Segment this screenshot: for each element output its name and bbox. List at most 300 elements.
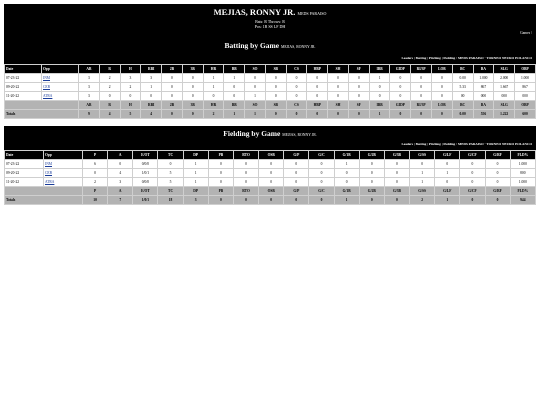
stat-cell: 1 <box>410 178 435 187</box>
player-name: MEJIAS, RONNY JR. <box>213 7 296 17</box>
table-row <box>5 92 536 101</box>
totals-column-label: 3B <box>182 101 203 110</box>
nav-link-pitching[interactable]: Pitching <box>428 142 441 146</box>
opponent-link[interactable]: ATRA <box>45 180 55 184</box>
stat-cell: 867 <box>473 83 494 92</box>
stat-cell: 0 <box>284 160 309 169</box>
batting-title: Batting by Game <box>224 41 280 50</box>
stat-cell: 0 <box>265 92 286 101</box>
batting-nav: Leaders | Batting | Pitching | Fielding : MEDS PARAISO · TORNEO NEURO POLANCO <box>401 56 532 60</box>
stat-cell: 0 <box>411 74 432 83</box>
stat-cell: 0 <box>460 160 485 169</box>
total-cell: 0 <box>182 110 203 119</box>
stat-cell: 0 <box>284 169 309 178</box>
stat-cell: 1 <box>369 74 390 83</box>
stat-cell: 0 <box>307 74 328 83</box>
totals-column-label: SLG <box>494 101 515 110</box>
column-header-g-rf[interactable]: G/RF <box>485 151 510 160</box>
stat-cell: 0 <box>485 178 510 187</box>
column-header-ba[interactable]: BA <box>473 65 494 74</box>
totals-column-label: OBP <box>515 101 536 110</box>
column-header-g-3b[interactable]: G/3B <box>384 151 409 160</box>
stat-cell: 1 <box>245 92 266 101</box>
stat-cell: 1.000 <box>510 160 535 169</box>
stat-cell: 000 <box>494 92 515 101</box>
total-cell: 0 <box>162 110 183 119</box>
totals-column-label: AB <box>79 101 100 110</box>
totals-column-label: BB <box>224 101 245 110</box>
game-date-cell: 11-20-22 <box>5 92 42 101</box>
nav-team: MEDS PARAISO <box>458 142 484 146</box>
totals-column-label: OSB <box>259 187 284 196</box>
stat-cell: 0 <box>435 160 460 169</box>
stat-cell: 2 <box>83 178 108 187</box>
stat-cell: 0 <box>432 83 453 92</box>
column-header-g-1b[interactable]: G/1B <box>334 151 359 160</box>
total-cell: 0 <box>460 196 485 205</box>
column-header-fld-[interactable]: FLD% <box>510 151 535 160</box>
column-header-osb[interactable]: OSB <box>259 151 284 160</box>
stat-cell <box>42 83 79 92</box>
stat-cell: 1/0/1 <box>133 169 158 178</box>
game-date-cell: 07-23-22 <box>5 74 42 83</box>
stat-cell: 0 <box>348 92 369 101</box>
stat-cell: 5 <box>158 178 183 187</box>
total-cell: 1 <box>334 196 359 205</box>
totals-column-label: SH <box>328 101 349 110</box>
totals-column-label: E/OT <box>133 187 158 196</box>
totals-column-label: A <box>108 187 133 196</box>
stat-cell: 0 <box>359 160 384 169</box>
nav-team: MEDS PARAISO <box>458 56 484 60</box>
column-header-opp[interactable]: Opp <box>42 65 79 74</box>
game-date-cell: 11-20-22 <box>5 178 44 187</box>
totals-column-label: CS <box>286 101 307 110</box>
stat-cell: 0 <box>224 92 245 101</box>
totals-row <box>5 196 536 205</box>
stat-cell: 3 <box>79 92 100 101</box>
column-header-dp[interactable]: DP <box>183 151 208 160</box>
totals-column-label: P <box>83 187 108 196</box>
stat-cell: 0 <box>265 74 286 83</box>
stat-cell: 1 <box>183 160 208 169</box>
total-cell: 1.222 <box>494 110 515 119</box>
total-cell: 944 <box>510 196 535 205</box>
fielding-nav: Leaders | Batting | Pitching | Fielding : MEDS PARAISO · TORNEO NEURO POLANCO <box>401 142 532 146</box>
player-team: MEDS PARAISO <box>297 11 327 16</box>
total-cell: 0 <box>307 110 328 119</box>
column-header-g-c[interactable]: G/C <box>309 151 334 160</box>
stat-cell: 2 <box>120 83 141 92</box>
total-cell: 1 <box>224 110 245 119</box>
player-title <box>4 7 536 19</box>
column-header-so[interactable]: SO <box>245 65 266 74</box>
stat-cell: 0 <box>359 178 384 187</box>
stat-cell: 1 <box>183 169 208 178</box>
stat-cell: 0 <box>460 178 485 187</box>
column-header-opp[interactable]: Opp <box>44 151 83 160</box>
stat-cell: 0 <box>485 160 510 169</box>
column-header-h[interactable]: H <box>120 65 141 74</box>
totals-column-label: R <box>99 101 120 110</box>
totals-column-label: HBP <box>307 101 328 110</box>
totals-label: Totals <box>5 196 83 205</box>
totals-column-label: G/C <box>309 187 334 196</box>
stat-cell: 3 <box>79 83 100 92</box>
stat-cell: 0 <box>208 160 233 169</box>
stat-cell: 0/0/0 <box>133 160 158 169</box>
stat-cell <box>44 160 83 169</box>
batting-table <box>4 64 536 119</box>
stat-cell: 1.000 <box>510 178 535 187</box>
column-header-ri-3p[interactable]: RI/3P <box>411 65 432 74</box>
stat-cell: 0 <box>307 83 328 92</box>
stat-cell: 0 <box>390 83 411 92</box>
total-cell: 0 <box>265 110 286 119</box>
totals-column-label: FLD% <box>510 187 535 196</box>
stat-cell: 0 <box>309 178 334 187</box>
column-header-p[interactable]: P <box>83 151 108 160</box>
stat-cell: 0 <box>328 83 349 92</box>
column-header-r[interactable]: R <box>99 65 120 74</box>
nav-link-fielding[interactable]: Fielding <box>443 56 456 60</box>
total-cell: 4 <box>141 110 162 119</box>
stat-cell: 0 <box>334 178 359 187</box>
stat-cell: 000 <box>515 92 536 101</box>
stat-cell: 0/0/0 <box>133 178 158 187</box>
nav-link-batting[interactable]: Batting <box>415 142 427 146</box>
stat-cell: 3 <box>141 74 162 83</box>
stat-cell: 0 <box>411 92 432 101</box>
column-header-bc[interactable]: BC <box>452 65 473 74</box>
stat-cell: 0 <box>162 83 183 92</box>
total-cell: 2 <box>410 196 435 205</box>
stat-cell: 1.667 <box>494 83 515 92</box>
stat-cell: 0 <box>286 92 307 101</box>
column-header-ibb[interactable]: IBB <box>369 65 390 74</box>
nav-league: TORNEO NEURO POLANCO <box>486 142 532 146</box>
games-link[interactable]: Games / <box>520 31 532 35</box>
stat-cell: 0 <box>158 160 183 169</box>
stat-cell: 0 <box>390 92 411 101</box>
stat-cell: 0 <box>384 169 409 178</box>
column-header-date[interactable]: Date <box>5 151 44 160</box>
totals-column-label: G/RF <box>485 187 510 196</box>
totals-column-label: G/2B <box>359 187 384 196</box>
stat-cell: 0 <box>384 160 409 169</box>
totals-column-label: 2B <box>162 101 183 110</box>
stat-cell: 3 <box>79 74 100 83</box>
stat-cell: 1.000 <box>515 74 536 83</box>
column-header-g-cf[interactable]: G/CF <box>460 151 485 160</box>
stat-cell: 0 <box>460 169 485 178</box>
stat-cell: 00 <box>452 92 473 101</box>
batting-section-title <box>4 41 536 50</box>
column-header-e-ot[interactable]: E/OT <box>133 151 158 160</box>
stat-cell: 0 <box>286 74 307 83</box>
total-cell: 0 <box>384 196 409 205</box>
stat-cell: 1 <box>334 160 359 169</box>
column-header-pb[interactable]: PB <box>208 151 233 160</box>
batting-header-row <box>5 65 536 74</box>
stat-cell: 0 <box>233 160 258 169</box>
fielding-section-title <box>4 129 536 138</box>
stat-cell: 0 <box>182 83 203 92</box>
stat-cell: 5 <box>158 169 183 178</box>
stat-cell: 000 <box>473 92 494 101</box>
total-cell: 1 <box>435 196 460 205</box>
totals-column-label: G/SS <box>410 187 435 196</box>
opponent-link[interactable]: CEB <box>43 85 50 89</box>
stat-cell: 0 <box>286 83 307 92</box>
totals-column-label: G/3B <box>384 187 409 196</box>
total-cell: 556 <box>473 110 494 119</box>
totals-column-label: HR <box>203 101 224 110</box>
nav-link-leaders[interactable]: Leaders <box>401 56 414 60</box>
total-cell: 0 <box>233 196 258 205</box>
stat-cell: 0 <box>141 92 162 101</box>
stat-cell <box>44 178 83 187</box>
table-row <box>5 178 536 187</box>
total-cell: 0 <box>284 196 309 205</box>
total-cell: 7 <box>108 196 133 205</box>
game-date-cell: 09-20-22 <box>5 83 42 92</box>
totals-column-label: SO <box>245 101 266 110</box>
stat-cell: 0 <box>309 169 334 178</box>
column-header-tc[interactable]: TC <box>158 151 183 160</box>
table-row <box>5 74 536 83</box>
stat-cell: 0 <box>162 92 183 101</box>
stat-cell: 1 <box>203 74 224 83</box>
stat-cell: 4 <box>108 169 133 178</box>
total-cell: 600 <box>515 110 536 119</box>
totals-row <box>5 110 536 119</box>
stat-cell: 0.00 <box>452 74 473 83</box>
stat-cell: 0 <box>259 169 284 178</box>
fielding-header-row <box>5 151 536 160</box>
total-cell: 4 <box>99 110 120 119</box>
totals-column-label: DP <box>183 187 208 196</box>
column-header-sb[interactable]: SB <box>265 65 286 74</box>
totals-column-label: IBB <box>369 101 390 110</box>
stat-cell: 0 <box>208 169 233 178</box>
stat-cell: 0 <box>348 83 369 92</box>
totals-column-label: H <box>120 101 141 110</box>
nav-link-leaders[interactable]: Leaders <box>401 142 414 146</box>
player-header <box>4 4 536 64</box>
totals-column-label: G/CF <box>460 187 485 196</box>
stat-cell <box>42 74 79 83</box>
total-cell: 0 <box>485 196 510 205</box>
totals-column-label: RI/3P <box>411 101 432 110</box>
stat-cell: 0 <box>259 160 284 169</box>
totals-column-label: TC <box>158 187 183 196</box>
stat-cell: 0 <box>108 160 133 169</box>
column-header-hbp[interactable]: HBP <box>307 65 328 74</box>
stat-cell: 0 <box>369 83 390 92</box>
column-header-cs[interactable]: CS <box>286 65 307 74</box>
totals-column-label: G/LF <box>435 187 460 196</box>
opponent-link[interactable]: INM <box>43 76 50 80</box>
stat-cell: 0 <box>359 169 384 178</box>
stat-cell: 0 <box>309 160 334 169</box>
stat-cell <box>42 92 79 101</box>
totals-column-label: RBI <box>141 101 162 110</box>
totals-column-label: BC <box>452 101 473 110</box>
stat-cell: 0 <box>265 83 286 92</box>
total-cell: 0.00 <box>452 110 473 119</box>
stat-cell: 0 <box>224 83 245 92</box>
stat-cell: 0 <box>182 74 203 83</box>
stat-cell: 0 <box>435 178 460 187</box>
table-row <box>5 160 536 169</box>
stat-cell: 0 <box>245 74 266 83</box>
table-row <box>5 83 536 92</box>
total-cell: 0 <box>411 110 432 119</box>
stat-cell: 0 <box>233 178 258 187</box>
totals-label: Totals <box>5 110 79 119</box>
total-cell: 5 <box>120 110 141 119</box>
opponent-link[interactable]: ATRA <box>43 94 53 98</box>
fielding-table <box>4 150 536 205</box>
column-header-g-2b[interactable]: G/2B <box>359 151 384 160</box>
stat-cell: 1 <box>183 178 208 187</box>
total-cell: 3 <box>183 196 208 205</box>
total-cell: 0 <box>309 196 334 205</box>
stat-cell: 0 <box>162 74 183 83</box>
total-cell: 0 <box>348 110 369 119</box>
fielding-header <box>4 126 536 150</box>
stat-cell: 0 <box>334 169 359 178</box>
totals-column-label: RTO <box>233 187 258 196</box>
total-cell: 2 <box>203 110 224 119</box>
stat-cell: 0 <box>233 169 258 178</box>
stat-cell: 1 <box>435 169 460 178</box>
column-header-sh[interactable]: SH <box>328 65 349 74</box>
position-line: Pos: 1B SS LF DH <box>254 24 286 29</box>
totals-header-row <box>5 101 536 110</box>
stat-cell: 0 <box>369 92 390 101</box>
stat-cell: 2.000 <box>494 74 515 83</box>
column-header-obp[interactable]: OBP <box>515 65 536 74</box>
column-header-date[interactable]: Date <box>5 65 42 74</box>
stat-cell <box>44 169 83 178</box>
opponent-link[interactable]: CEB <box>45 171 52 175</box>
batting-title-sub: MEJIAS, RONNY JR. <box>281 45 316 49</box>
column-header-3b[interactable]: 3B <box>182 65 203 74</box>
column-header-g-ss[interactable]: G/SS <box>410 151 435 160</box>
stat-cell: 0 <box>411 83 432 92</box>
stat-cell: 0 <box>384 178 409 187</box>
stat-cell: 6 <box>83 160 108 169</box>
stat-cell: 0 <box>259 178 284 187</box>
stat-cell: 0 <box>203 92 224 101</box>
stat-cell: 867 <box>515 83 536 92</box>
stat-cell: 0 <box>390 74 411 83</box>
totals-header-row <box>5 187 536 196</box>
nav-link-fielding[interactable]: Fielding <box>443 142 456 146</box>
column-header-rto[interactable]: RTO <box>233 151 258 160</box>
stat-cell: 0 <box>245 83 266 92</box>
total-cell: 0 <box>359 196 384 205</box>
total-cell: 0 <box>286 110 307 119</box>
stat-cell: 0 <box>284 178 309 187</box>
total-cell: 0 <box>208 196 233 205</box>
game-date-cell: 07-23-22 <box>5 160 44 169</box>
stat-cell: 0 <box>83 169 108 178</box>
stat-cell: 0 <box>328 92 349 101</box>
stat-cell: 0 <box>410 160 435 169</box>
stat-cell: 800 <box>510 169 535 178</box>
column-header-lob[interactable]: LOB <box>432 65 453 74</box>
total-cell: 0 <box>259 196 284 205</box>
opponent-link[interactable]: INM <box>45 162 52 166</box>
column-header-slg[interactable]: SLG <box>494 65 515 74</box>
bats-throws: Bats: R Throws: R <box>255 19 285 24</box>
stat-cell: 0 <box>432 92 453 101</box>
stat-cell: 0 <box>208 178 233 187</box>
totals-column-label: SF <box>348 101 369 110</box>
stat-cell: 2 <box>99 74 120 83</box>
column-header-a[interactable]: A <box>108 151 133 160</box>
column-header-2b[interactable]: 2B <box>162 65 183 74</box>
nav-league: TORNEO NEURO POLANCO <box>486 56 532 60</box>
total-cell: 0 <box>432 110 453 119</box>
total-cell: 10 <box>83 196 108 205</box>
total-cell: 18 <box>158 196 183 205</box>
fielding-title: Fielding by Game <box>223 129 281 138</box>
total-cell: 9 <box>79 110 100 119</box>
column-header-rbi[interactable]: RBI <box>141 65 162 74</box>
column-header-bb[interactable]: BB <box>224 65 245 74</box>
stat-cell: 1 <box>410 169 435 178</box>
column-header-hr[interactable]: HR <box>203 65 224 74</box>
stat-cell: 3 <box>120 74 141 83</box>
nav-link-pitching[interactable]: Pitching <box>428 56 441 60</box>
stat-cell: 1 <box>203 83 224 92</box>
stat-cell: 2 <box>99 83 120 92</box>
stat-cell: 0 <box>328 74 349 83</box>
stat-cell: 0 <box>99 92 120 101</box>
stat-cell: 0 <box>485 169 510 178</box>
total-cell: 1/0/1 <box>133 196 158 205</box>
game-date-cell: 09-20-22 <box>5 169 44 178</box>
column-header-gidp[interactable]: GIDP <box>390 65 411 74</box>
column-header-ab[interactable]: AB <box>79 65 100 74</box>
total-cell: 0 <box>390 110 411 119</box>
totals-column-label: PB <box>208 187 233 196</box>
totals-column-label: G/1B <box>334 187 359 196</box>
stat-cell: 3 <box>108 178 133 187</box>
nav-link-batting[interactable]: Batting <box>415 56 427 60</box>
column-header-g-lf[interactable]: G/LF <box>435 151 460 160</box>
stat-cell: 0 <box>307 92 328 101</box>
stat-cell: 0 <box>120 92 141 101</box>
column-header-sf[interactable]: SF <box>348 65 369 74</box>
stat-cell: 1 <box>141 83 162 92</box>
totals-column-label: G/P <box>284 187 309 196</box>
stat-cell: 0 <box>432 74 453 83</box>
totals-column-label: SB <box>265 101 286 110</box>
totals-column-label: LOB <box>432 101 453 110</box>
total-cell: 0 <box>328 110 349 119</box>
stat-cell: 1.000 <box>473 74 494 83</box>
stat-cell: 1 <box>224 74 245 83</box>
total-cell: 1 <box>245 110 266 119</box>
fielding-title-sub: MEJIAS, RONNY JR. <box>282 133 317 137</box>
column-header-g-p[interactable]: G/P <box>284 151 309 160</box>
totals-column-label: BA <box>473 101 494 110</box>
